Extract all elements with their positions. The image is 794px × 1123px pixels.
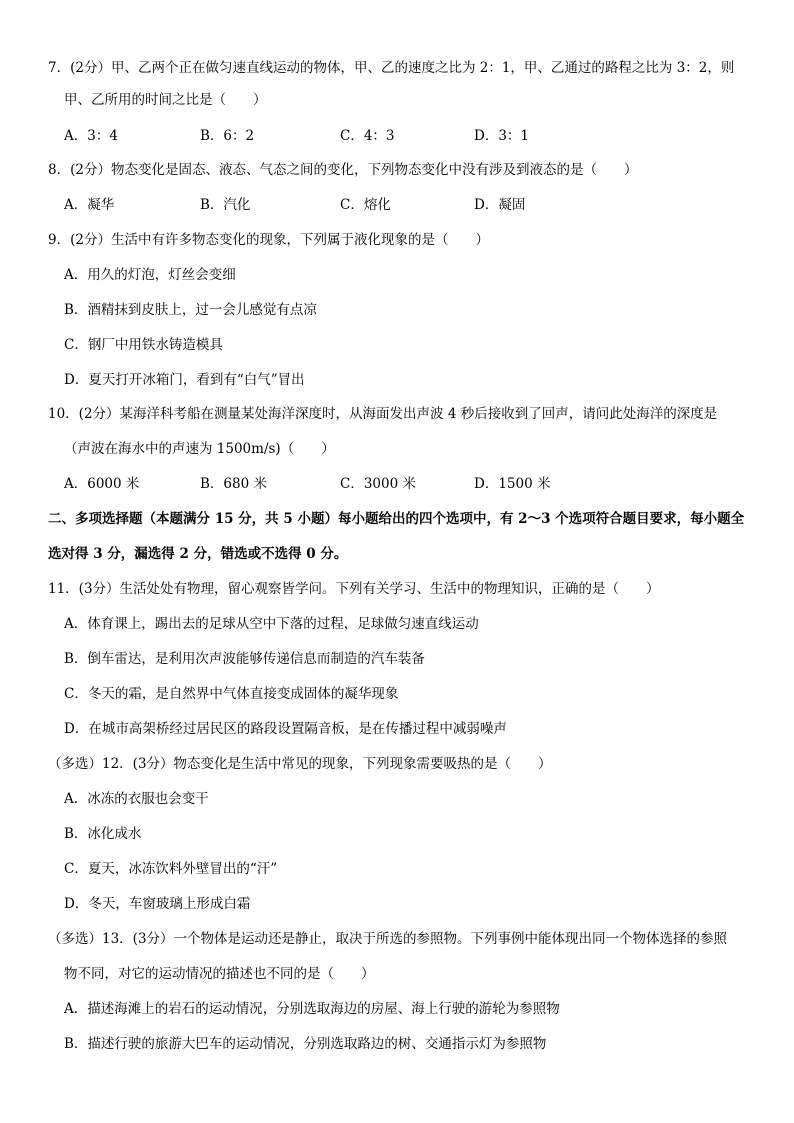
q11-option-d: D．在城市高架桥经过居民区的路段设置隔音板，是在传播过程中减弱噪声: [64, 721, 507, 737]
q10-options: [64, 474, 664, 494]
q13-option-a: A．描述海滩上的岩石的运动情况，分别选取海边的房屋、海上行驶的游轮为参照物: [64, 1001, 560, 1017]
q11-option-a: A．体育课上，踢出去的足球从空中下落的过程，足球做匀速直线运动: [64, 616, 479, 632]
q13-stem-line-1: （多选）13．(3分）一个物体是运动还是静止，取决于所选的参照物。下列事例中能体现出同一个物体选择的参照: [48, 931, 728, 947]
q9-option-b: B．酒精抹到皮肤上，过一会儿感觉有点凉: [64, 302, 317, 318]
q10-option-b: B．680 米: [200, 476, 267, 492]
q8-stem-line-1: 8．(2分）物态变化是固态、液态、气态之间的变化，下列物态变化中没有涉及到液态的是（ ）: [48, 162, 638, 178]
q12-option-b: B．冰化成水: [64, 826, 142, 842]
q12-option-c: C．夏天，冰冻饮料外壁冒出的“汗”: [64, 861, 278, 877]
q7-option-c: C．4：3: [340, 128, 395, 144]
q8-option-d: D．凝固: [474, 197, 526, 213]
q12-stem-line-1: （多选）12．(3分）物态变化是生活中常见的现象，下列现象需要吸热的是（ ）: [48, 756, 552, 772]
q11-option-c: C．冬天的霜，是自然界中气体直接变成固体的凝华现象: [64, 686, 399, 702]
q10-stem-line-2: （声波在海水中的声速为 1500m/s)（ ）: [64, 441, 335, 457]
q8-options: [64, 195, 664, 215]
q9-option-d: D．夏天打开冰箱门，看到有“白气”冒出: [64, 372, 305, 388]
section-2-heading-line-2: 选对得 3 分，漏选得 2 分，错选或不选得 0 分。: [48, 546, 348, 562]
q13-stem-line-2: 物不同，对它的运动情况的描述也不同的是（ ）: [64, 966, 375, 982]
q10-stem-line-1: 10．(2分）某海洋科考船在测量某处海洋深度时，从海面发出声波 4 秒后接收到了回声，请问此处海洋的深度是: [48, 406, 718, 422]
q7-option-d: D．3：1: [474, 128, 530, 144]
q9-option-c: C．钢厂中用铁水铸造模具: [64, 337, 223, 353]
q9-option-a: A．用久的灯泡，灯丝会变细: [64, 267, 236, 283]
q7-stem-line-2: 甲、乙所用的时间之比是（ ）: [64, 92, 267, 108]
q11-stem-line-1: 11．(3分）生活处处有物理，留心观察皆学问。下列有关学习、生活中的物理知识，正确的是（ ）: [48, 581, 660, 597]
q11-option-b: B．倒车雷达，是利用次声波能够传递信息而制造的汽车装备: [64, 651, 425, 667]
q8-option-a: A．凝华: [64, 197, 115, 213]
q10-option-c: C．3000 米: [340, 476, 416, 492]
q12-option-d: D．冬天，车窗玻璃上形成白霜: [64, 896, 251, 912]
q10-option-a: A．6000 米: [64, 476, 140, 492]
q7-options: [64, 126, 664, 146]
q7-stem-line-1: 7．(2分）甲、乙两个正在做匀速直线运动的物体，甲、乙的速度之比为 2：1，甲、乙通过的路程之比为 3：2，则: [48, 60, 735, 76]
q7-option-b: B．6：2: [200, 128, 255, 144]
q12-option-a: A．冰冻的衣服也会变干: [64, 791, 209, 807]
q9-stem-line-1: 9．(2分）生活中有许多物态变化的现象，下列属于液化现象的是（ ）: [48, 232, 489, 248]
q13-option-b: B．描述行驶的旅游大巴车的运动情况，分别选取路边的树、交通指示灯为参照物: [64, 1036, 547, 1052]
section-2-heading-line-1: 二、多项选择题（本题满分 15 分，共 5 小题）每小题给出的四个选项中，有 2～3 个选项符合题目要求，每小题全: [48, 511, 745, 527]
q10-option-d: D．1500 米: [474, 476, 551, 492]
q8-option-c: C．熔化: [340, 197, 391, 213]
q8-option-b: B．汽化: [200, 197, 251, 213]
q7-option-a: A．3：4: [64, 128, 118, 144]
